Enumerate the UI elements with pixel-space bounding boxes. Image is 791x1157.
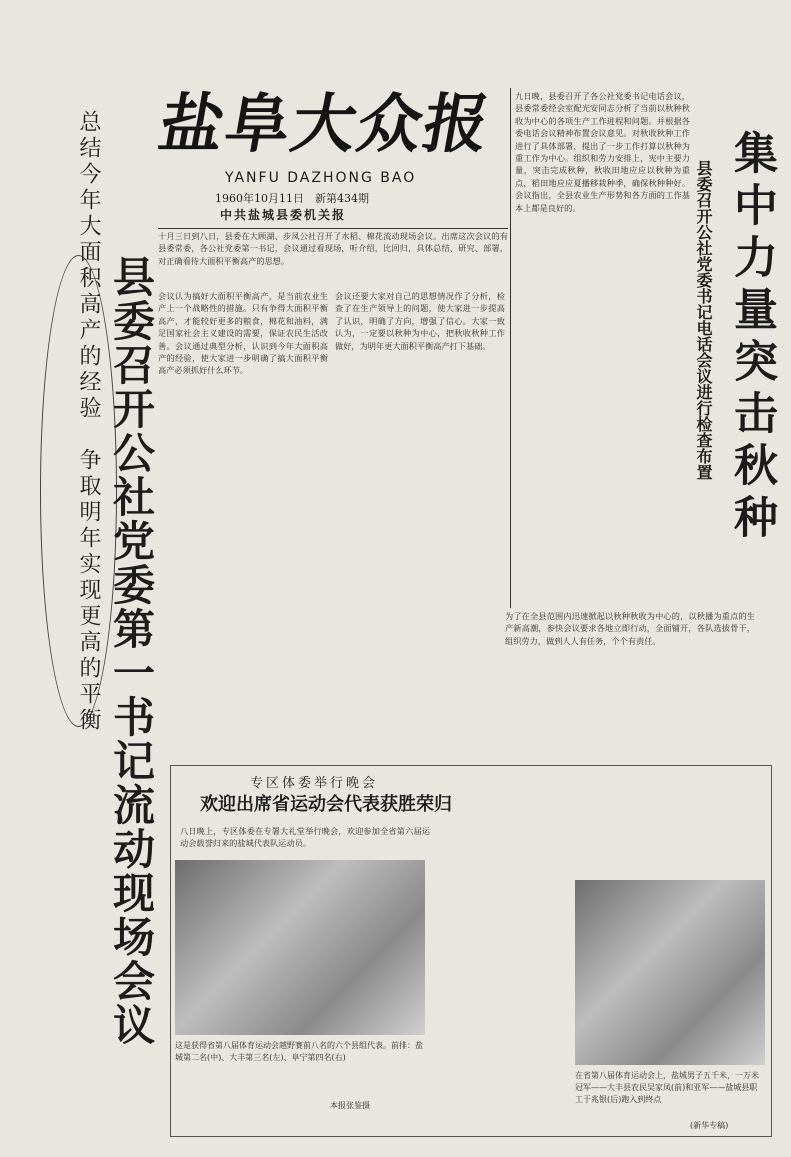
credit-left: 本报张鉴摄 — [330, 1101, 370, 1110]
divider-lead — [158, 228, 508, 229]
credit-right: (新华专稿) — [690, 1121, 729, 1130]
sports-headline: 欢迎出席省运动会代表获胜荣归 — [200, 794, 452, 815]
article-main-col1: 会议认为搞好大面积平衡高产，是当前农业生产上一个战略性的措施。只有争得大面积平衡高产，才能较好更多的粮食，棉花和油料，满足国家社会主义建设的需要，保证农民生活改善。会议通过典型分析，认识到今年大面积高产的经验，使大家进一步明确了搞大面积平衡高产必须抓好什么环节。 — [158, 291, 328, 376]
right-vertical-headline: 集中力量突击秋种 — [726, 130, 777, 546]
divider-right-column — [510, 88, 511, 608]
masthead-title: 盐阜大众报 — [153, 87, 497, 162]
photo-team — [175, 860, 425, 1035]
article-main-col3: 为了在全县范围内迅速掀起以秋种秋收为中心的，以秋播为重点的生产新高潮，参快会议要求各地立即行动，全面铺开，各队选拔骨干，组织劳力，做到人人有任务，个个有责任。 — [505, 611, 755, 646]
article-lead: 十月三日到八日，县委在大顾湖、步凤公社召开了水稻、棉花流动现场会议。出席这次会议的有县委常委，各公社党委第一书记，会议通过看现场，听介绍，比回归，具体总结、研究、部署，对正确看待大面积平衡高产的思想。 — [158, 231, 508, 266]
article-main-col2: 会议还要大家对自己的思想情况作了分析，检查了在生产领导上的问题，使大家进一步提高了认识，明确了方向，增强了信心。大家一致认为，一定要以秋种为中心，把秋收秋种工作做好，为明年更大面积平衡高产打下基础。 — [335, 291, 505, 351]
sports-kicker: 专区体委举行晚会 — [250, 776, 379, 791]
article-top-right: 九日晚，县委召开了各公社党委书记电话会议，县委常委经会室配光安同志分析了当前以秋种秋收为中心的各项生产工作进程和问题。并根据各委电话会议精神布置会议意见。对秋收秋种工作进行了具体部署，提出了一步工作打算以秋种为重工作为中心。组织和劳力安排上，宪中主要力量，突击完成秋种，秋收田地应应以秋种为重点，稻田地应应夏播移栽种季，确保秋种种好。会议指出，全县农业生产形势和各方面的工作基本上都是良好的。 — [515, 91, 690, 213]
photo-runners — [575, 880, 765, 1065]
sports-body: 八日晚上，专区体委在专署大礼堂举行晚会，欢迎参加全省第六届运动会载誉归来的盐城代表队运动员。 — [180, 826, 430, 849]
main-vertical-headline: 县委召开公社党委第一书记流动现场会议 — [107, 255, 156, 1047]
caption-left: 这是获得省第八届体育运动会越野赛前八名的六个县组代表。前排：盐城第二名(中)、大丰第三名(左)、阜宁第四名(右) — [175, 1041, 423, 1062]
dateline: 1960年10月11日 新第434期 — [215, 192, 369, 205]
right-vertical-subheadline: 县委召开公社党委书记电话会议进行检查布置 — [694, 160, 713, 480]
left-vertical-headline: 总结今年大面积高产的经验 争取明年实现更高的平衡 — [76, 110, 101, 734]
masthead-pinyin: YANFU DAZHONG BAO — [225, 170, 417, 186]
organ-line: 中共盐城县委机关报 — [220, 208, 347, 222]
caption-right: 在省第八届体育运动会上，盐城男子五千米，一万米冠军——大丰县农民吴家凤(前)和亚军——盐城县职工于兆银(后)跑入到终点 — [575, 1071, 759, 1104]
